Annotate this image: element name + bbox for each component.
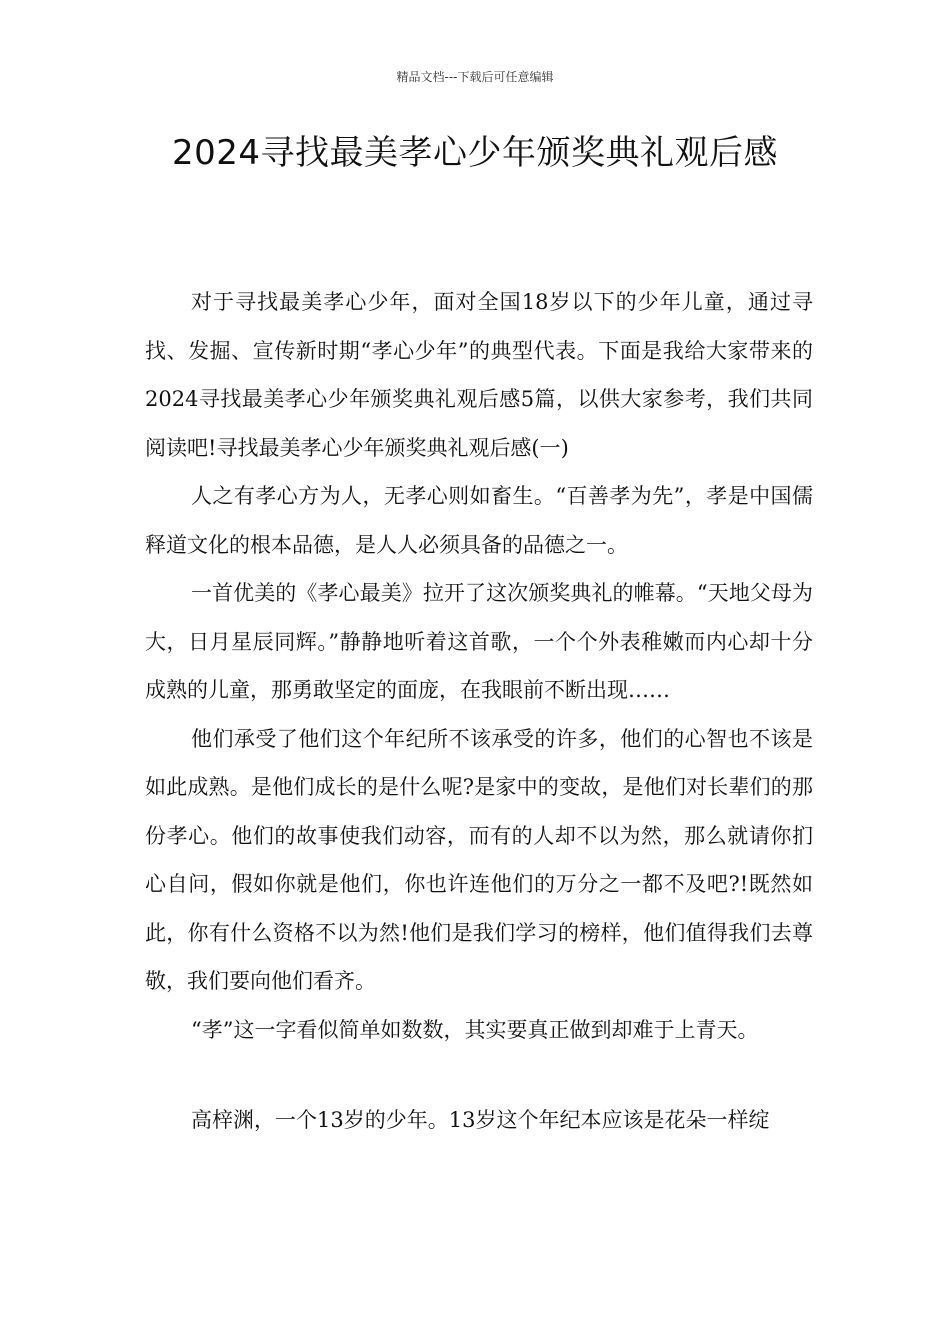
paragraph-gao-ziyuan: 高梓渊，一个13岁的少年。13岁这个年纪本应该是花朵一样绽 — [191, 1108, 770, 1132]
header-note: 精品文档---下载后可任意编辑 — [396, 70, 554, 84]
paragraph-filial-piety: 人之有孝心方为人，无孝心则如畜生。“百善孝为先”，孝是中国儒释道文化的根本品德，是人人必须具备的品德之一。 — [145, 484, 813, 557]
document-title: 2024寻找最美孝心少年颁奖典礼观后感 — [171, 133, 779, 173]
paragraph-children: 他们承受了他们这个年纪所不该承受的许多，他们的心智也不该是如此成熟。是他们成长的是什么呢?是家中的变故，是他们对长辈们的那份孝心。他们的故事使我们动容，而有的人却不以为然，那么就请你扪心自问，假如你就是他们，你也许连他们的万分之一都不及吧?!既然如此，你有什么资格不以为然!他们是我们学习的榜样，他们值得我们去尊敬，我们要向他们看齐。 — [145, 726, 813, 993]
paragraph-song: 一首优美的《孝心最美》拉开了这次颁奖典礼的帷幕。“天地父母为大，日月星辰同辉。”静静地听着这首歌，一个个外表稚嫩而内心却十分成熟的儿童，那勇敢坚定的面庞，在我眼前不断出现…… — [145, 581, 813, 702]
paragraph-intro: 对于寻找最美孝心少年，面对全国18岁以下的少年儿童，通过寻找、发掘、宣传新时期“孝心少年”的典型代表。下面是我给大家带来的2024寻找最美孝心少年颁奖典礼观后感5篇，以供大家参考，我们共同阅读吧!寻找最美孝心少年颁奖典礼观后感(一) — [145, 290, 813, 460]
document-body — [145, 278, 813, 1145]
paragraph-xiao: “孝”这一字看似简单如数数，其实要真正做到却难于上青天。 — [191, 1017, 759, 1042]
